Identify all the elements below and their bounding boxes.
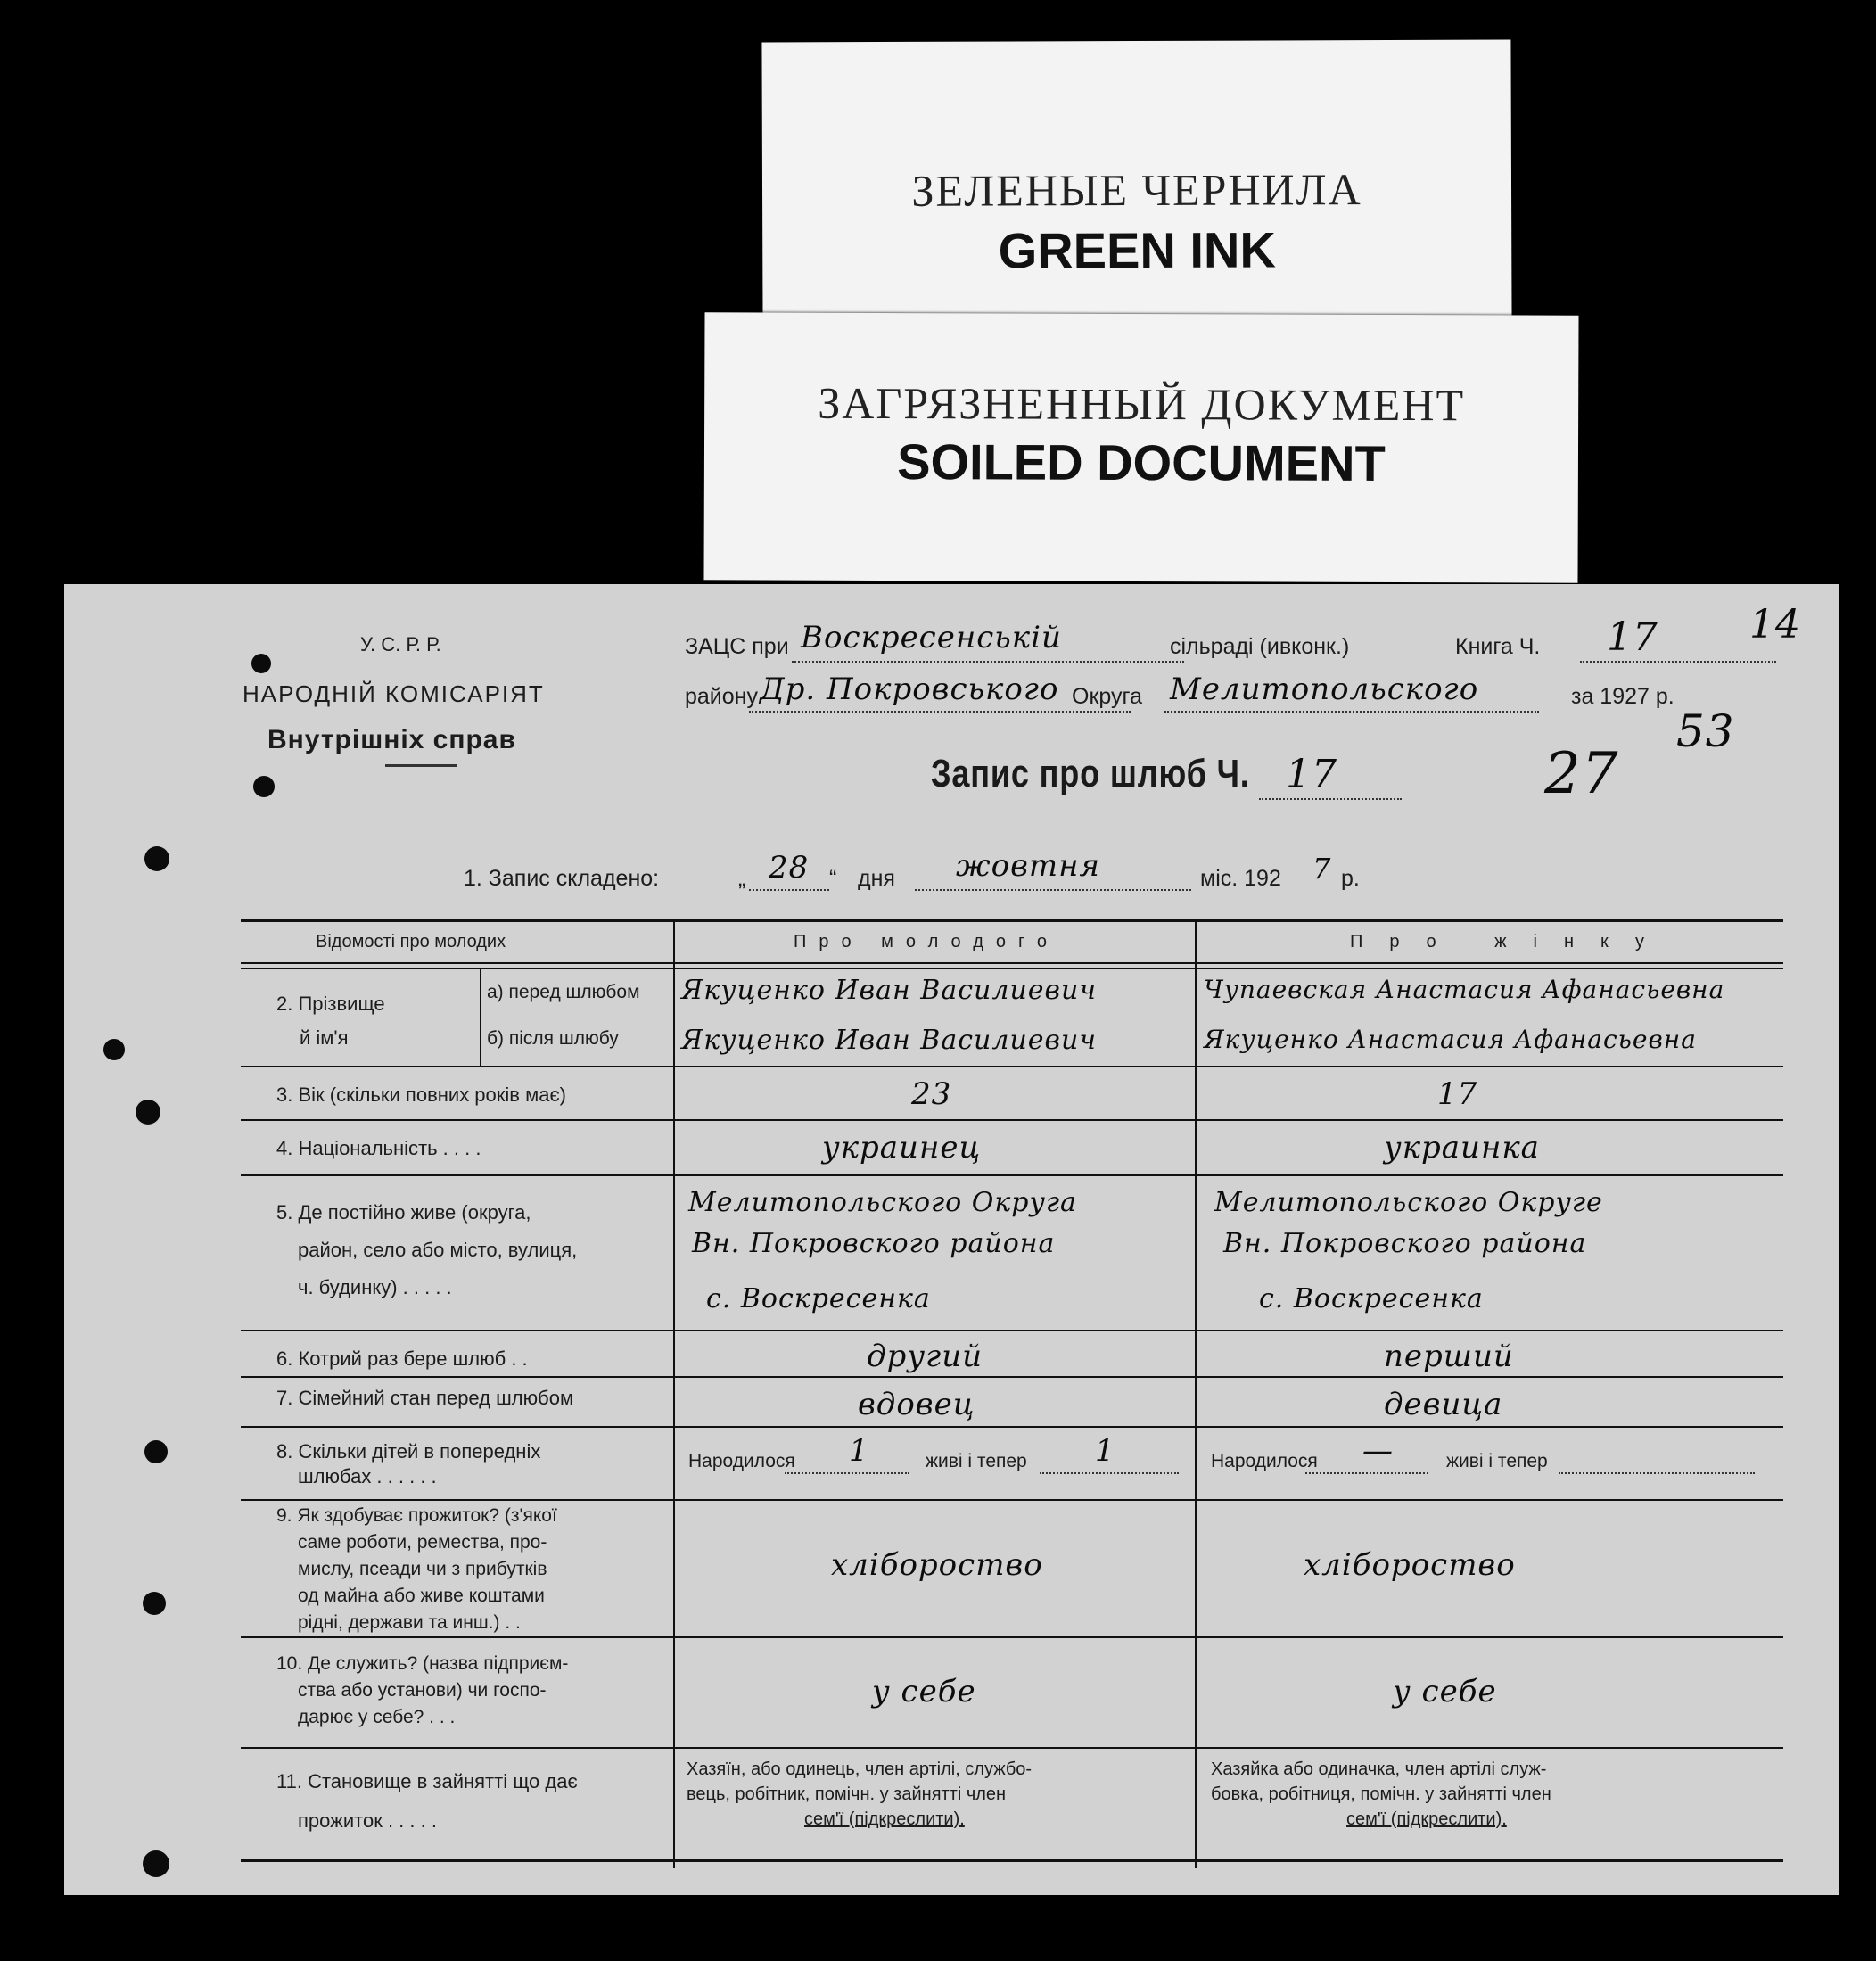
okrug-line [1164,711,1539,713]
residence-label-1: 5. Де постійно живе (округа, [276,1201,531,1224]
bride-workplace: у себе [1393,1674,1497,1710]
groom-residence-1: Мелитопольского Округа [688,1187,1077,1218]
book-line [1580,661,1776,663]
groom-born-line [785,1472,909,1474]
row-rule [241,1376,1783,1378]
livelihood-label-2: саме роботи, ремества, про- [298,1532,547,1553]
groom-name-after: Якуценко Иван Василиевич [681,1025,1097,1056]
children-label-1: 8. Скільки дітей в попередніх [276,1440,541,1463]
okrug-handwritten: Мелитопольского [1170,672,1479,707]
book-label: Книга Ч. [1455,634,1541,659]
before-marriage-label: а) перед шлюбом [487,982,640,1002]
row-rule [241,1330,1783,1331]
month-line [915,889,1191,891]
row-rule [241,1426,1783,1428]
soiled-document-note [704,312,1578,582]
groom-marital-status: вдовец [858,1387,975,1422]
zags-line [792,661,1184,663]
livelihood-label-4: од майна або живе коштами [298,1586,545,1606]
corner-number-2: 53 [1676,705,1735,757]
ministry-heading: Внутрішніх справ [267,725,516,754]
age-label: 3. Вік (скільки повних років має) [276,1083,567,1106]
quote-close: “ [829,866,837,891]
after-marriage-label: б) після шлюбу [487,1028,619,1049]
residence-label-2: район, село або місто, вулиця, [298,1239,578,1261]
bride-nationality: украинка [1384,1130,1540,1166]
record-made-label: 1. Запис складено: [464,866,660,891]
book-handwritten-2: 14 [1749,602,1801,647]
residence-label-3: ч. будинку) . . . . . [298,1276,452,1298]
punch-hole [143,1592,166,1615]
month-label: міс. 192 [1200,866,1281,891]
punch-hole [136,1100,160,1125]
row-rule [241,1747,1783,1749]
corner-number: 27 [1544,741,1619,807]
day-line [749,889,829,891]
occupation-label-1: 11. Становище в зайнятті що дає [276,1770,578,1792]
bride-born-label: Народилося [1211,1451,1318,1471]
groom-residence-2: Вн. Покровского района [692,1228,1056,1259]
livelihood-label-1: 9. Як здобуває прожиток? (з'якої [276,1505,557,1526]
bride-livelihood: хлібороство [1304,1547,1516,1583]
district-label: району [685,684,758,709]
workplace-label-1: 10. Де служить? (назва підприєм- [276,1653,569,1674]
bride-occupation-3: сем'ї (підкреслити). [1346,1809,1507,1829]
row-rule [241,1066,1783,1067]
bride-marital-status: девица [1384,1387,1503,1422]
livelihood-label-5: рідні, держави та инш.) . . [298,1612,521,1633]
surname-label: 2. Прізвище [276,993,385,1015]
workplace-label-3: дарює у себе? . . . [298,1707,456,1727]
record-title: Запис про шлюб Ч. [931,752,1250,795]
punch-hole [251,654,271,673]
day-label: дня [858,866,895,891]
groom-age: 23 [911,1076,952,1112]
zags-prefix: ЗАЦС при [685,634,789,659]
groom-name-before: Якуценко Иван Василиевич [681,975,1097,1006]
col-groom-header: Про молодого [794,932,1059,952]
surname-label-b: й ім'я [300,1026,349,1049]
year-label: за 1927 р. [1571,684,1674,709]
workplace-label-2: ства або установи) чи госпо- [298,1680,547,1701]
groom-marriage-count: другий [867,1339,983,1374]
record-month: жовтня [956,848,1101,884]
soiled-ru: ЗАГРЯЗНЕННЫЙ ДОКУМЕНТ [818,377,1466,431]
green-ink-en: GREEN INK [998,221,1276,279]
groom-workplace: у себе [872,1674,976,1710]
punch-hole [144,846,169,871]
ministry-underline [385,764,457,767]
district-handwritten: Др. Покровського [760,672,1059,707]
year-suffix: р. [1341,866,1360,891]
zags-handwritten: Воскресенській [801,620,1062,655]
district-line [749,711,1131,713]
marital-status-label: 7. Сімейний стан перед шлюбом [276,1387,574,1409]
bride-residence-3: с. Воскресенка [1259,1283,1484,1314]
ussr-heading: У. С. Р. Р. [360,633,441,655]
record-number-line [1259,798,1402,800]
groom-children-alive: 1 [1095,1433,1115,1469]
bride-name-after: Якуценко Анастасия Афанасьевна [1204,1025,1697,1054]
groom-livelihood: хлібороство [831,1547,1043,1583]
bride-age: 17 [1437,1076,1478,1112]
record-number: 17 [1286,752,1337,797]
table-top-rule [241,919,1783,922]
table-header-rule-2 [241,968,1783,969]
children-label-2: шлюбах . . . . . . [298,1465,437,1487]
bride-born-line [1305,1472,1428,1474]
row-rule [241,1119,1783,1121]
bride-alive-line [1559,1472,1755,1474]
bride-occupation-2: бовка, робітниця, помічн. у зайнятті член [1211,1784,1551,1804]
green-ink-ru: ЗЕЛЕНЫЕ ЧЕРНИЛА [911,164,1362,216]
table-bottom-rule [241,1859,1783,1862]
bride-name-before: Чупаевская Анастасия Афанасьевна [1204,975,1725,1004]
soiled-en: SOILED DOCUMENT [897,433,1386,491]
bride-children-born: — [1362,1433,1394,1469]
groom-alive-label: живі і тепер [926,1451,1027,1471]
bride-occupation-1: Хазяйка або одиначка, член артілі служ- [1211,1759,1547,1779]
groom-residence-3: с. Воскресенка [706,1283,931,1314]
zags-suffix: сільраді (ивконк.) [1170,634,1350,659]
column-divider [1195,919,1197,1868]
groom-occupation-1: Хазяїн, або одинець, член артілі, службо- [687,1759,1033,1779]
table-header-rule [241,962,1783,964]
punch-hole [143,1850,169,1877]
occupation-label-2: прожиток . . . . . [298,1809,437,1832]
bride-residence-1: Мелитопольского Округе [1214,1187,1603,1218]
row-rule [241,1636,1783,1638]
marriage-record-form [64,584,1839,1895]
record-day: 28 [769,850,810,886]
record-year-digit: 7 [1312,852,1332,886]
marriage-count-label: 6. Котрий раз бере шлюб . . [276,1347,528,1370]
col-info-header: Відомості про молодих [316,932,506,952]
groom-occupation-3: сем'ї (підкреслити). [804,1809,965,1829]
row-rule [241,1499,1783,1501]
bride-residence-2: Вн. Покровского района [1223,1228,1587,1259]
groom-born-label: Народилося [688,1451,795,1471]
quote-open: „ [738,866,746,891]
groom-nationality: украинец [822,1130,982,1166]
okrug-label: Округа [1072,684,1142,709]
punch-hole [103,1039,125,1060]
livelihood-label-3: мислу, псеади чи з прибутків [298,1559,547,1579]
column-divider [673,919,675,1868]
commissariat-heading: НАРОДНІЙ КОМІСАРІЯТ [243,680,545,707]
groom-occupation-2: вець, робітник, помічн. у зайнятті член [687,1784,1007,1804]
bride-marriage-count: перший [1384,1339,1514,1374]
book-handwritten: 17 [1607,614,1658,660]
punch-hole [144,1440,168,1463]
groom-alive-line [1040,1472,1179,1474]
bride-alive-label: живі і тепер [1446,1451,1548,1471]
nationality-label: 4. Національність . . . . [276,1137,481,1159]
green-ink-note [761,40,1511,328]
col-bride-header: Про жінку [1350,932,1672,952]
groom-children-born: 1 [849,1433,869,1469]
row-rule [241,1174,1783,1176]
punch-hole [253,776,275,797]
